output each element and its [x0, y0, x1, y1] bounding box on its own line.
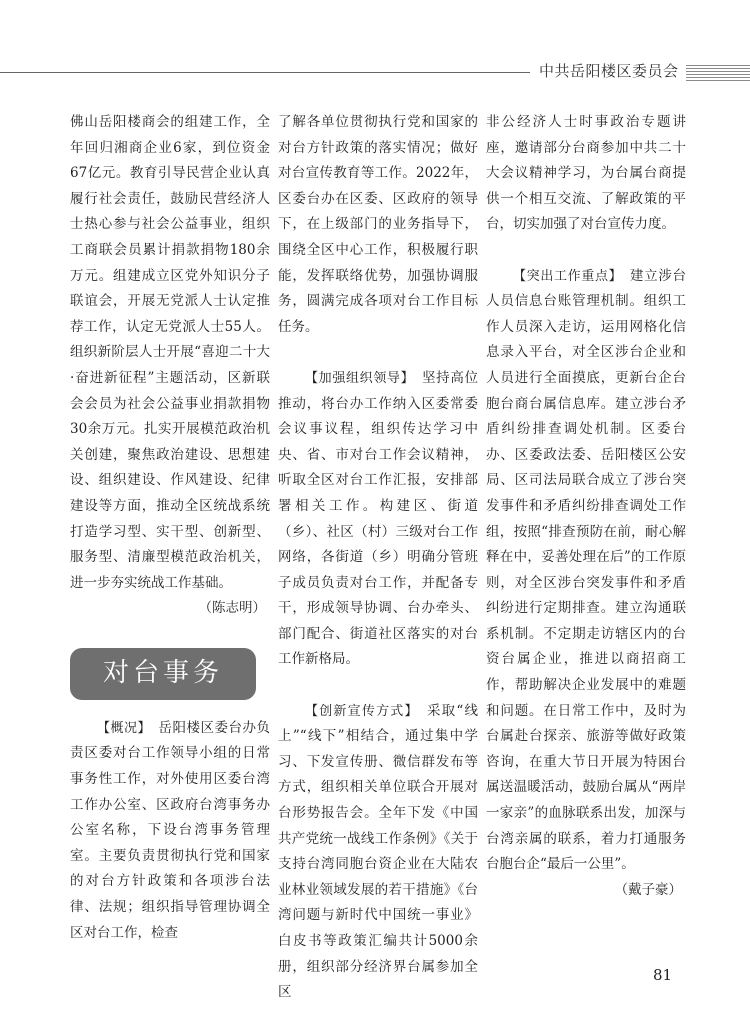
paragraph-tag: 【创新宣传方式】: [305, 703, 413, 719]
paragraph-continued: 非公经济人士时事政治专题讲座，邀请部分台商参加中共二十大会议精神学习，为台属台商提供一个相互交流、了解政策的平台，切实加强了对台宣传力度。: [486, 114, 686, 233]
section-title-banner: 对台事务: [70, 648, 256, 700]
paragraph-key-work: [486, 264, 686, 878]
header-rule: [0, 72, 530, 73]
header-title: 中共岳阳楼区委员会: [539, 62, 679, 80]
paragraph-body: 建立涉台人员信息台账管理机制。组织工作人员深入走访，运用网格化信息录入平台，对全区涉台企业和人员进行全面摸底，更新台企台胞台商台属信息库。建立涉台矛盾纠纷排查调处机制。区委台办、区委政法委、岳阳楼区公安局、区司法局联合成立了涉台突发事件和矛盾纠纷排查调处工作组，按照“排查预防在前，耐心解释在中，妥善处理在后”的工作原则，对全区涉台突发事件和矛盾纠纷进行定期排查。建立沟通联系机制。不定期走访辖区内的台资台属企业，推进以商招商工作，帮助解决企业发展中的难题和问题。在日常工作中，及时为台属赴台探亲、旅游等做好政策咨询，在重大节日开展为特困台属送温暖活动，鼓励台属从“两岸一家亲”的血脉联系出发，加深与台湾亲属的联系，着力打通服务台胞台企“最后一公里”。: [486, 267, 686, 873]
header-stripes-decoration: [686, 65, 750, 81]
page-number: 81: [653, 966, 673, 984]
running-header: [0, 58, 750, 88]
text-column-3: [486, 110, 686, 903]
paragraph-body: 岳阳楼区委台办负责区委对台工作领导小组的日常事务性工作，对外使用区委台湾工作办公室、区政府台湾事务办公室名称，下设台湾事务管理室。主要负责贯彻执行党和国家的对台方针政策和各项涉台法律、法规；组织指导管理协调全区对台工作，检查: [70, 719, 270, 941]
author-credit: （戴子豪）: [614, 881, 682, 898]
text-column-1: [70, 110, 270, 946]
paragraph-tag: 【概况】: [97, 720, 145, 736]
paragraph-body: 采取“线上”“线下”相结合，通过集中学习、下发宣传册、微信群发布等方式，组织相关单位联合开展对台形势报告会。全年下发《中国共产党统一战线工作条例》《关于支持台湾同胞台资企业在大陆农业林业领域发展的若干措施》《台湾问题与新时代中国统一事业》白皮书等政策汇编共计5000余册，组织部分经济界台属参加全区: [278, 702, 478, 1001]
paragraph-overview: [70, 716, 270, 946]
paragraph-organization: [278, 366, 478, 673]
paragraph-continued: 佛山岳阳楼商会的组建工作，全年回归湘商企业6家，到位资金67亿元。教育引导民营企业认真履行社会责任，鼓励民营经济人士热心参与社会公益事业，组织工商联会员累计捐款捐物180余万元。组建成立区党外知识分子联谊会，开展无党派人士认定推荐工作，认定无党派人士55人。组织新阶层人士开展“喜迎二十大·奋进新征程”主题活动，区新联会会员为社会公益事业捐款捐物30余万元。扎实开展模范政治机关创建，聚焦政治建设、思想建设、组织建设、作风建设、纪律建设等方面，推动全区统战系统打造学习型、实干型、创新型、服务型、清廉型模范政治机关，进一步夯实统战工作基础。: [70, 114, 270, 591]
author-credit: （陈志明）: [198, 600, 266, 617]
paragraph-body: 坚持高位推动，将台办工作纳入区委常委会议事议程，组织传达学习中央、省、市对台工作会议精神，听取全区对台工作汇报，安排部署相关工作。构建区、街道（乡）、社区（村）三级对台工作网络，各街道（乡）明确分管班子成员负责对台工作，并配备专干，形成领导协调、台办牵头、部门配合、街道社区落实的对台工作新格局。: [278, 369, 478, 668]
paragraph-tag: 【突出工作重点】: [513, 268, 616, 284]
paragraph-tag: 【加强组织领导】: [305, 370, 408, 386]
paragraph-continued: 了解各单位贯彻执行党和国家的对台方针政策的落实情况；做好对台宣传教育等工作。2022年，区委台办在区委、区政府的领导下，在上级部门的业务指导下，围绕全区中心工作，积极履行职能，发挥联络优势，加强协调服务，圆满完成各项对台工作目标任务。: [278, 114, 478, 335]
paragraph-publicity: [278, 699, 478, 1006]
text-column-2: [278, 110, 478, 1006]
